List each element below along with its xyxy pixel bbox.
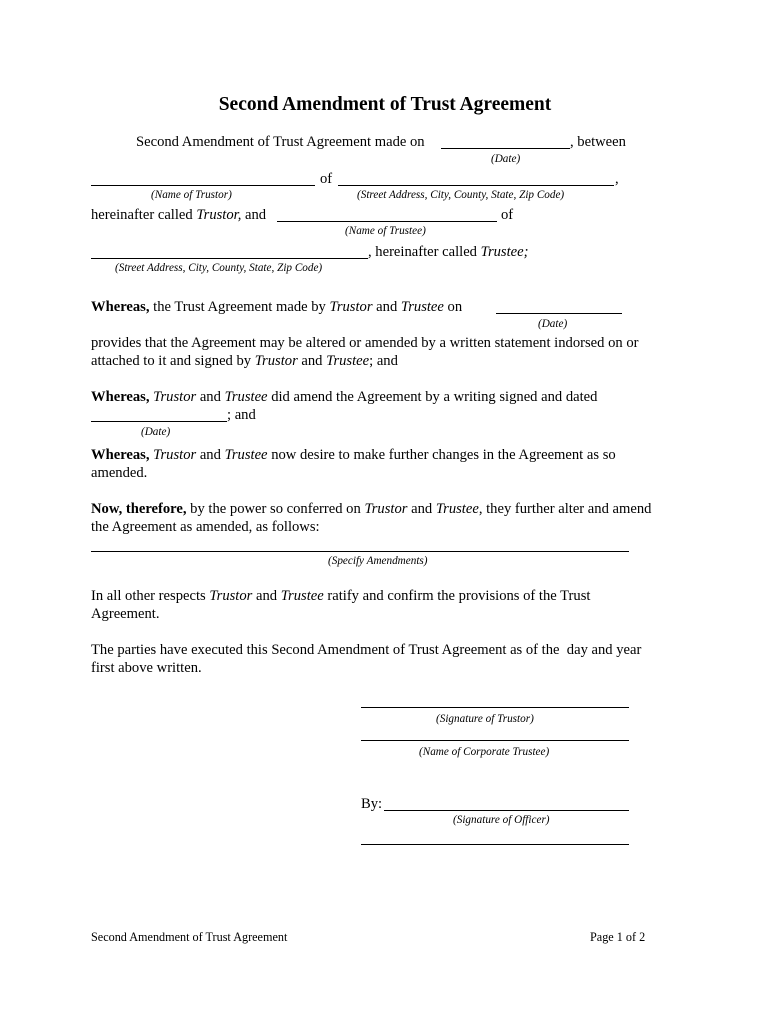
hereinafter-trustor-line — [91, 206, 266, 224]
whereas3-lead: Whereas, — [91, 447, 150, 463]
trustor-signature-line — [361, 707, 629, 708]
document-title: Second Amendment of Trust Agreement — [218, 94, 552, 115]
trustee-name-caption: (Name of Trustee) — [345, 225, 426, 237]
whereas2-lead: Whereas, — [91, 389, 150, 405]
ratify-trustee: Trustee — [280, 588, 324, 604]
whereas2-text: did amend the Agreement by a writing signed and dated — [271, 389, 598, 405]
trustor-name-caption: (Name of Trustor) — [151, 189, 232, 201]
executed-line1: The parties have executed this Second Amendment of Trust Agreement as of the day and year — [91, 642, 642, 658]
whereas2-date-blank — [91, 421, 227, 422]
ratify-text2: ratify and confirm the provisions of the Trust — [327, 588, 591, 604]
officer-signature-line — [384, 810, 629, 811]
trustee-address-caption: (Street Address, City, County, State, Zip Code) — [115, 262, 323, 274]
now-therefore-line1 — [91, 500, 651, 518]
whereas1-date-blank — [496, 313, 622, 314]
whereas3-line1 — [91, 446, 616, 464]
trustee-address-blank — [91, 258, 368, 259]
whereas3-text: now desire to make further changes in the Agreement as so — [271, 447, 616, 463]
whereas2-line1 — [91, 388, 597, 406]
intro-of: of — [320, 171, 333, 187]
hereinafter-prefix: hereinafter called — [91, 207, 193, 223]
trustee-name-blank — [277, 221, 497, 222]
whereas1-text1: the Trust Agreement made by — [153, 299, 326, 315]
footer-document-name: Second Amendment of Trust Agreement — [91, 930, 288, 944]
whereas1-line3-trustee: Trustee — [326, 353, 370, 369]
trustee-term: Trustee; — [480, 244, 529, 260]
ratify-trustor: Trustor — [209, 588, 253, 604]
ratify-line2: Agreement. — [91, 606, 160, 622]
whereas1-line1 — [91, 298, 462, 316]
ratify-text1: In all other respects — [91, 588, 206, 604]
ratify-line1 — [91, 587, 590, 605]
intro-date-blank — [441, 148, 570, 149]
whereas1-trustor: Trustor — [329, 299, 373, 315]
whereas1-line3-and: and — [301, 353, 323, 369]
now-therefore-and: and — [411, 501, 433, 517]
amendments-caption: (Specify Amendments) — [328, 555, 428, 567]
now-therefore-lead: Now, therefore, — [91, 501, 187, 517]
whereas1-line3-trustor: Trustor — [254, 353, 298, 369]
hereinafter-trustee-line — [368, 243, 528, 261]
whereas3-and: and — [199, 447, 221, 463]
footer-page-number: Page 1 of 2 — [590, 930, 646, 944]
corporate-trustee-line — [361, 740, 629, 741]
officer-signature-caption: (Signature of Officer) — [453, 814, 550, 826]
whereas1-line3 — [91, 352, 398, 370]
whereas2-trustor: Trustor — [153, 389, 197, 405]
intro-between: , between — [570, 134, 626, 150]
trustor-address-caption: (Street Address, City, County, State, Zip Code) — [357, 189, 565, 201]
whereas2-date-caption: (Date) — [141, 426, 171, 438]
whereas3-trustee: Trustee — [224, 447, 268, 463]
trustor-address-blank — [338, 185, 614, 186]
intro-comma: , — [615, 171, 619, 187]
now-therefore-trustor: Trustor — [364, 501, 408, 517]
whereas1-on: on — [447, 299, 463, 315]
corporate-trustee-caption: (Name of Corporate Trustee) — [419, 746, 550, 758]
intro-of-2: of — [501, 207, 514, 223]
ratify-and: and — [256, 588, 278, 604]
whereas1-and: and — [376, 299, 398, 315]
now-therefore-text1: by the power so conferred on — [190, 501, 361, 517]
trustor-name-blank — [91, 185, 315, 186]
whereas3-trustor: Trustor — [153, 447, 197, 463]
whereas1-line3-a: attached to it and signed by — [91, 353, 252, 369]
whereas2-and: and — [199, 389, 221, 405]
intro-made-on: Second Amendment of Trust Agreement made on — [136, 134, 425, 150]
whereas3-line2: amended. — [91, 465, 148, 481]
now-therefore-line2: the Agreement as amended, as follows: — [91, 519, 320, 535]
executed-line2: first above written. — [91, 660, 202, 676]
hereinafter-trustee-prefix: , hereinafter called — [368, 244, 477, 260]
by-label: By: — [361, 796, 383, 812]
whereas1-line2: provides that the Agreement may be altered or amended by a written statement indorsed on or — [91, 335, 639, 351]
trustor-term: Trustor, — [196, 207, 242, 223]
whereas1-line3-end: ; and — [369, 353, 398, 369]
whereas2-after-line: ; and — [227, 407, 256, 423]
whereas1-lead: Whereas, — [91, 299, 150, 315]
whereas2-trustee: Trustee — [224, 389, 268, 405]
amendments-blank — [91, 551, 629, 552]
now-therefore-text2: , they further alter and amend — [478, 501, 652, 517]
intro-date-caption: (Date) — [491, 153, 521, 165]
and-word: and — [245, 207, 267, 223]
whereas1-date-caption: (Date) — [538, 318, 568, 330]
trustor-signature-caption: (Signature of Trustor) — [436, 713, 534, 725]
officer-title-line — [361, 844, 629, 845]
now-therefore-trustee: Trustee — [435, 501, 479, 517]
whereas1-trustee: Trustee — [400, 299, 444, 315]
